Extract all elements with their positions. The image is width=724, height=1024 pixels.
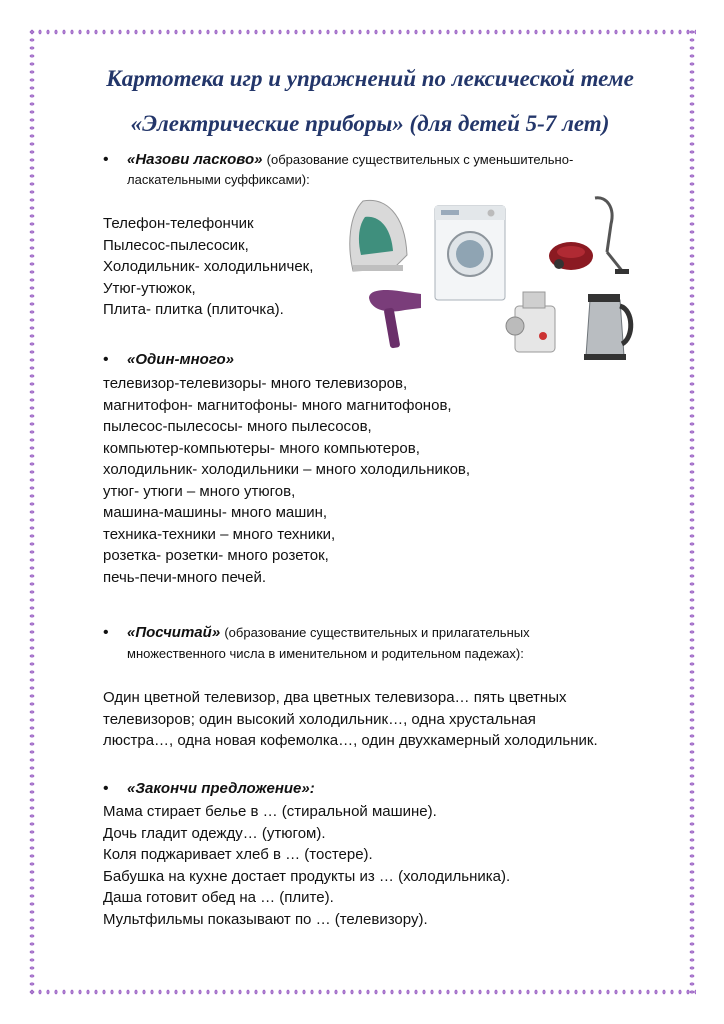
text-line: люстра…, одна новая кофемолка…, один двухкамерный холодильник. <box>103 732 598 749</box>
hair-dryer-image <box>365 286 425 352</box>
page-border-bottom <box>28 987 696 997</box>
section-3-note-cont: множественного числа в именительном и родительном падежах): <box>127 646 524 661</box>
section-4-list <box>103 801 510 930</box>
list-item: Телефон-телефончик <box>103 215 254 232</box>
list-item: Бабушка на кухне достает продукты из … (холодильника). <box>103 867 511 885</box>
list-item: утюг- утюги – много утюгов, <box>103 482 296 500</box>
section-3-heading: «Посчитай» <box>127 624 221 641</box>
list-item: Коля поджаривает хлеб в … (тостере). <box>103 846 373 863</box>
appliances-illustration <box>345 190 645 365</box>
bullet-icon: • <box>103 624 109 641</box>
list-item: Холодильник- холодильничек, <box>103 258 314 275</box>
section-3-note: (образование существительных и прилагательных <box>224 625 530 640</box>
section-1-note-cont: ласкательными суффиксами): <box>127 172 310 187</box>
section-1-heading: «Назови ласково» <box>127 151 263 168</box>
list-item: Дочь гладит одежду… (утюгом). <box>103 824 326 842</box>
section-2-list <box>103 373 470 588</box>
text-line: телевизоров; один высокий холодильник…, одна хрустальная <box>103 710 536 728</box>
iron-image <box>345 195 411 275</box>
washing-machine-image <box>433 204 507 302</box>
page-title-line-2: «Электрические приборы» (для детей 5-7 лет) <box>130 111 610 136</box>
list-item: пылесос-пылесосы- много пылесосов, <box>103 418 372 435</box>
section-2-heading: «Один-много» <box>127 351 234 368</box>
list-item: Даша готовит обед на … (плите). <box>103 889 334 906</box>
list-item: машина-машины- много машин, <box>103 504 328 521</box>
list-item: розетка- розетки- много розеток, <box>103 547 329 564</box>
list-item: компьютер-компьютеры- много компьютеров, <box>103 439 420 457</box>
section-3-text <box>103 687 598 752</box>
list-item: телевизор-телевизоры- много телевизоров, <box>103 375 408 392</box>
section-4-heading: «Закончи предложение»: <box>127 780 315 797</box>
text-line: Один цветной телевизор, два цветных телевизора… пять цветных <box>103 689 567 706</box>
list-item: Мама стирает белье в … (стиральной машине). <box>103 803 437 820</box>
kettle-image <box>580 290 636 362</box>
list-item: холодильник- холодильники – много холодильников, <box>103 461 471 478</box>
page-title-line-1: Картотека игр и упражнений по лексической теме <box>106 66 634 91</box>
page-border-left <box>27 28 37 996</box>
list-item: Мультфильмы показывают по … (телевизору). <box>103 910 428 928</box>
list-item: Пылесос-пылесосик, <box>103 236 249 254</box>
meat-grinder-image <box>505 286 563 356</box>
bullet-icon: • <box>103 780 109 797</box>
page-border-right <box>687 28 697 996</box>
bullet-icon: • <box>103 151 109 168</box>
vacuum-cleaner-image <box>545 194 631 278</box>
list-item: техника-техники – много техники, <box>103 525 336 543</box>
list-item: Утюг-утюжок, <box>103 279 196 297</box>
section-1-list <box>103 213 313 321</box>
list-item: магнитофон- магнитофоны- много магнитофонов, <box>103 396 452 414</box>
list-item: Плита- плитка (плиточка). <box>103 301 284 318</box>
page-border-top <box>28 27 696 37</box>
list-item: печь-печи-много печей. <box>103 568 267 586</box>
section-1-note: (образование существительных с уменьшительно- <box>266 152 574 167</box>
bullet-icon: • <box>103 351 109 368</box>
